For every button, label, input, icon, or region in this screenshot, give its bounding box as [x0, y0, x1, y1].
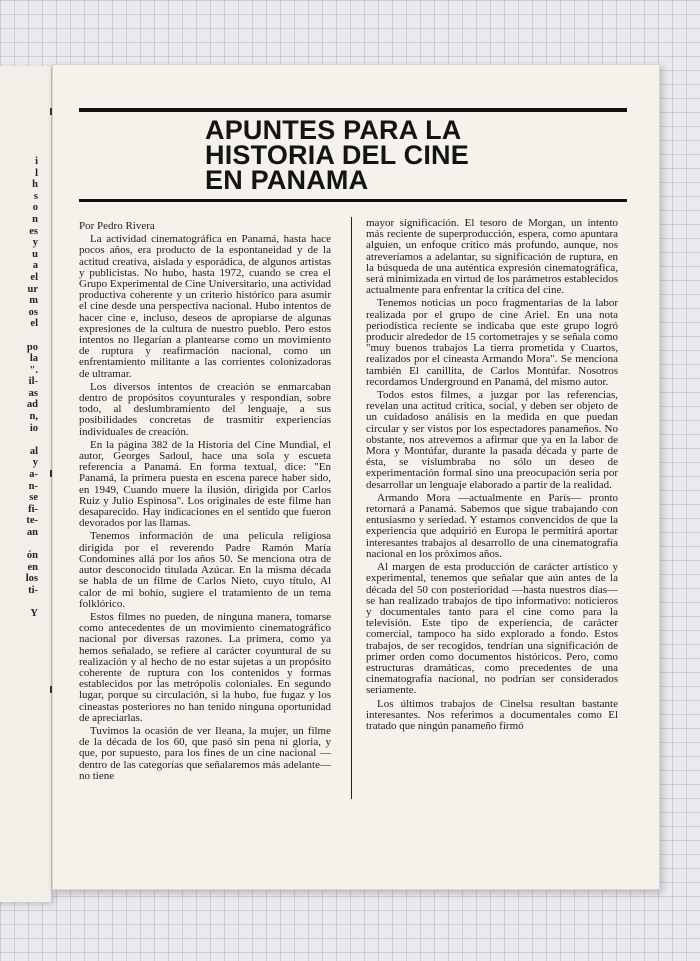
paragraph: Todos estos filmes, a juzgar por las referencias, revelan una actitud crítica, social, y deben ser objeto de un cuidadoso análisis en la medida en que puedan circular y ser vistos por los espectadores panameños. No obstante, nos atrevemos a afirmar que ya en la labor de Mora y Montúfar, durante la pasada década y parte de ésta, se vislumbraba no sólo un deseo de experimentación formal sino una preocupación seria por desarrollar un lenguaje elaborado a partir de la realidad. — [366, 389, 618, 491]
edge-fragment: ". — [29, 364, 38, 376]
edge-fragment: a- — [29, 469, 38, 481]
edge-fragment: o — [32, 202, 38, 214]
edge-fragment: a — [32, 260, 38, 272]
edge-fragment: te- — [26, 515, 38, 527]
paragraph: Los últimos trabajos de Cinelsa resultan bastante interesantes. Nos referimos a documentales como El tratado que ningún panameño firmó — [366, 697, 618, 732]
column-divider — [351, 217, 352, 799]
edge-fragment: ur — [27, 283, 38, 295]
edge-fragment: al — [29, 445, 38, 457]
edge-fragment: y — [32, 237, 38, 249]
paragraph: Tenemos información de una película religiosa dirigida por el reverendo Padre Ramón María Condomines allá por los años 50. Se menciona otra de autor desconocido titulada Azúcar. En la misma década se habla de un filme de Carlos Nieto, cuyo título, Al calor de mi bohío, sugiere el tratamiento de un tema folklórico. — [79, 530, 331, 610]
edge-fragment: io — [29, 422, 38, 434]
paragraph: En la página 382 de la Historia del Cine Mundial, el autor, Georges Sadoul, hace una sola y escueta referencia a Panamá. En forma textual, dice: "En Panamá, la primera puesta en escena parece haber sido, en 1949, Cuando muere la ilusión, dirigida por Carlos Ruiz y Julio Espinosa". Los originales de este filme han desaparecido. Hay indicaciones en el sentido que fueron devorados por las llamas. — [79, 438, 331, 530]
edge-fragment: y — [32, 457, 38, 469]
edge-fragment: n — [32, 213, 38, 225]
title-line: APUNTES PARA LA — [205, 115, 462, 145]
edge-fragment: fi- — [28, 503, 38, 515]
edge-fragment: u — [32, 248, 38, 260]
edge-fragment: n- — [28, 480, 38, 492]
edge-fragment — [2, 434, 38, 446]
paragraph: Los diversos intentos de creación se enmarcaban dentro de propósitos coyunturales y respondían, sobre todo, al deslumbramiento del lenguaje, a sus posibilidades concretas de trasmitir experiencias individuales de creación. — [79, 380, 331, 438]
edge-fragment: se — [29, 492, 38, 504]
byline: Por Pedro Rivera — [79, 220, 155, 232]
paragraph: Al margen de esta producción de carácter artístico y experimental, tenemos que señalar que aún antes de la década del 50 con posterioridad —hasta nuestros días— se han realizado trabajos de tipo informativo: noticieros y documentales tanto para el cine como para la televisión. Este tipo de experiencia, de carácter comercial, tampoco ha sido explorado a fondo. Estos trabajos, de ser recogidos, tendrían una significación de primer orden como documentos históricos. Pero, como estructuras dramáticas, como precedentes de una cinematografía nacional, no podrían ser considerados seriamente. — [366, 561, 618, 697]
edge-fragment: es — [29, 225, 38, 237]
edge-fragment: los — [25, 573, 38, 585]
edge-fragment: ad — [26, 399, 38, 411]
edge-fragment: la — [29, 353, 38, 365]
previous-page — [0, 66, 52, 902]
edge-fragment: ti- — [28, 584, 38, 596]
title-line: EN PANAMA — [205, 165, 369, 195]
edge-fragment: i — [35, 156, 38, 167]
edge-fragment: m — [29, 295, 38, 307]
edge-fragment: il- — [28, 376, 38, 388]
edge-fragment: en — [27, 561, 38, 573]
paragraph: Estos filmes no pueden, de ninguna manera, tomarse como antecedentes de un movimiento cinematográfico nacional por diversas razones. La primera, como ya hemos señalado, se refiere al carácter coyuntural de su realización y al hecho de no estar sujetas a un propósito coherente de ruptura con los contenidos y formas establecidos por las metrópolis coloniales. En segundo lugar, porque su circulación, si la hubo, fue fugaz y los cineastas posteriores no han tenido ninguna oportunidad de apreciarlas. — [79, 610, 331, 724]
paragraph: Armando Mora —actualmente en París— pronto retornará a Panamá. Sabemos que sigue trabajando con entusiasmo y seriedad. Y estamos convencidos de que la experiencia que adquirió en Europa le permitirá aportar interesantes trabajos al desarrollo de una cinematografía nacional en los próximos años. — [366, 491, 618, 560]
magazine-page — [52, 64, 660, 890]
edge-fragment: el — [30, 318, 38, 330]
previous-page-text-edge — [2, 156, 42, 620]
edge-fragment: l — [35, 167, 38, 179]
edge-fragment: Y — [30, 608, 38, 620]
edge-fragment: n, — [29, 411, 38, 423]
edge-fragment — [2, 330, 38, 342]
article-title — [205, 115, 625, 195]
edge-fragment: an — [26, 527, 38, 538]
edge-fragment: h — [32, 179, 38, 191]
paragraph: La actividad cinematográfica en Panamá, hasta hace pocos años, era producto de la espontaneidad y de la actitud creativa, aislada y esporádica, de algunos artistas y publicistas. No hubo, hasta 1972, cuando se crea el Grupo Experimental de Cine Universitario, una actividad productiva coherente y un criterio histórico para asumir el cine desde una perspectiva nacional. Hubo intentos de hacer cine e, incluso, deseos de apropiarse de algunas expresiones de la cultura de nuestro pueblo. Pero estos intentos no llegarían a plantearse como un movimiento de ruptura y reafirmación nacional, como un enfrentamiento militante a las corrientes colonizadoras de ultramar. — [79, 233, 332, 380]
edge-fragment — [2, 597, 38, 609]
edge-fragment: os — [28, 306, 38, 318]
edge-fragment: s — [33, 190, 38, 202]
title-rule-top — [79, 108, 627, 112]
edge-fragment: po — [26, 341, 38, 353]
title-rule-bottom — [79, 199, 627, 202]
paragraph: mayor significación. El tesoro de Morgan, un intento más reciente de superproducción, espera, como apuntara alguien, un enfoque crítico más profundo, aunque, nos atreveríamos a adelantar, su significación de ruptura, en la búsqueda de una auténtica expresión cinematográfica, será minimizada en virtud de los parámetros establecidos actualmente para enfrentar la crítica del cine. — [366, 217, 618, 297]
paragraph: Tuvimos la ocasión de ver Ileana, la mujer, un filme de la década de los 60, que pasó sin pena ni gloria, y que, por supuesto, para los fines de un cine nacional —dentro de las categorías que señalaremos más adelante— no tiene — [79, 724, 331, 782]
paragraph: Tenemos noticias un poco fragmentarias de la labor realizada por el grupo de cine Ariel. En una nota periodística reciente se indicaba que este grupo logró producir alrededor de 15 cortometrajes y se señala como "muy buenos trabajos La tierra prometida y Cuartos, realizados por el cineasta Armando Mora". Se menciona también El canillita, de Carlos Montúfar. Nosotros recordamos Underground en Panamá, del mismo autor. — [366, 297, 618, 388]
article-column-left — [79, 221, 331, 784]
title-line: HISTORIA DEL CINE — [205, 140, 469, 170]
article-column-right — [366, 218, 618, 734]
edge-fragment: el — [30, 271, 38, 283]
edge-fragment — [2, 539, 38, 551]
edge-fragment: as — [28, 387, 38, 399]
edge-fragment: ón — [26, 550, 38, 562]
